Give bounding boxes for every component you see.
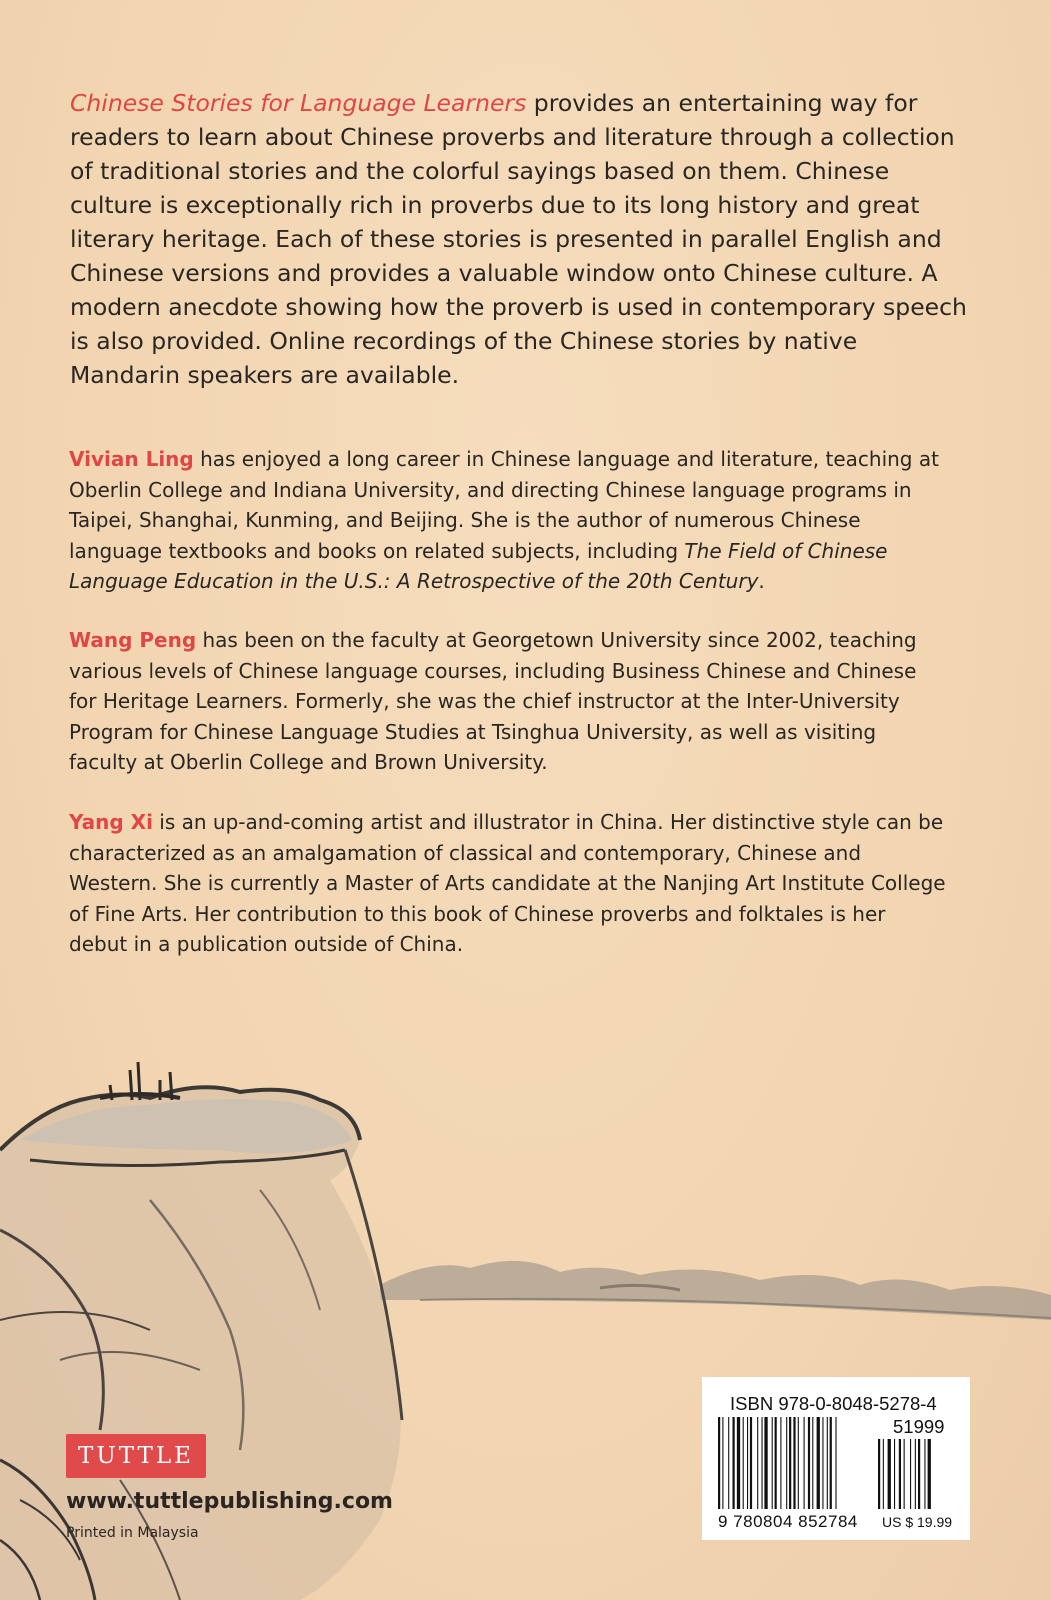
tuttle-logo: TUTTLE [66, 1434, 206, 1478]
publisher-url[interactable]: www.tuttlepublishing.com [66, 1489, 393, 1514]
illustrator-name: Yang Xi [69, 810, 153, 834]
referenced-book-title: The Field of Chinese Language Education in the U.S.: A Retrospective of the 20th Century [69, 538, 888, 593]
isbn-number: ISBN 978-0-8048-5278-4 [730, 1393, 937, 1414]
ean-digits: 9 780804 852784 [718, 1512, 858, 1531]
book-title: Chinese Stories for Language Learners [70, 89, 527, 117]
author-name: Vivian Ling [69, 447, 194, 471]
book-description-text: provides an entertaining way for readers to learn about Chinese proverbs and literature through a collection of traditional stories and the colorful sayings based on them. Chinese culture is exceptionally rich in proverbs due to its long history and great literary heritage. Each of these stories is presented in parallel English and Chinese versions and provides a valuable window onto Chinese culture. A modern anecdote showing how the proverb is used in contemporary speech is also provided. Online recordings of the Chinese stories by native Mandarin speakers are available. [70, 89, 967, 389]
bio-text: has enjoyed a long career in Chinese language and literature, teaching at Oberlin College and Indiana University, and directing Chinese language programs in Taipei, Shanghai, Kunming, and Beijing. She is the author of numerous Chinese language textbooks and books on related subjects, including [69, 447, 939, 563]
author-name: Wang Peng [69, 628, 197, 652]
bio-text: is an up-and-coming artist and illustrator in China. Her distinctive style can be characterized as an amalgamation of classical and contemporary, Chinese and Western. She is currently a Master of Arts candidate at the Nanjing Art Institute College of Fine Arts. Her contribution to this book of Chinese proverbs and folktales is her debut in a publication outside of China. [69, 810, 946, 956]
book-description [70, 86, 970, 392]
bio-text-end: . [758, 569, 765, 593]
bio-text: has been on the faculty at Georgetown University since 2002, teaching various levels of Chinese language courses, including Business Chinese and Chinese for Heritage Learners. Formerly, she was the chief instructor at the Inter-University Program for Chinese Language Studies at Tsinghua University, as well as visiting faculty at Oberlin College and Brown University. [69, 628, 917, 774]
retail-price: US $ 19.99 [882, 1514, 953, 1530]
printed-in-note: Printed in Malaysia [66, 1525, 199, 1541]
author-bio-vivian-ling [69, 444, 949, 597]
price-code: 51999 [893, 1416, 945, 1437]
illustrator-bio-yang-xi [69, 807, 949, 960]
isbn-barcode [702, 1377, 970, 1540]
author-bio-wang-peng [69, 625, 949, 778]
